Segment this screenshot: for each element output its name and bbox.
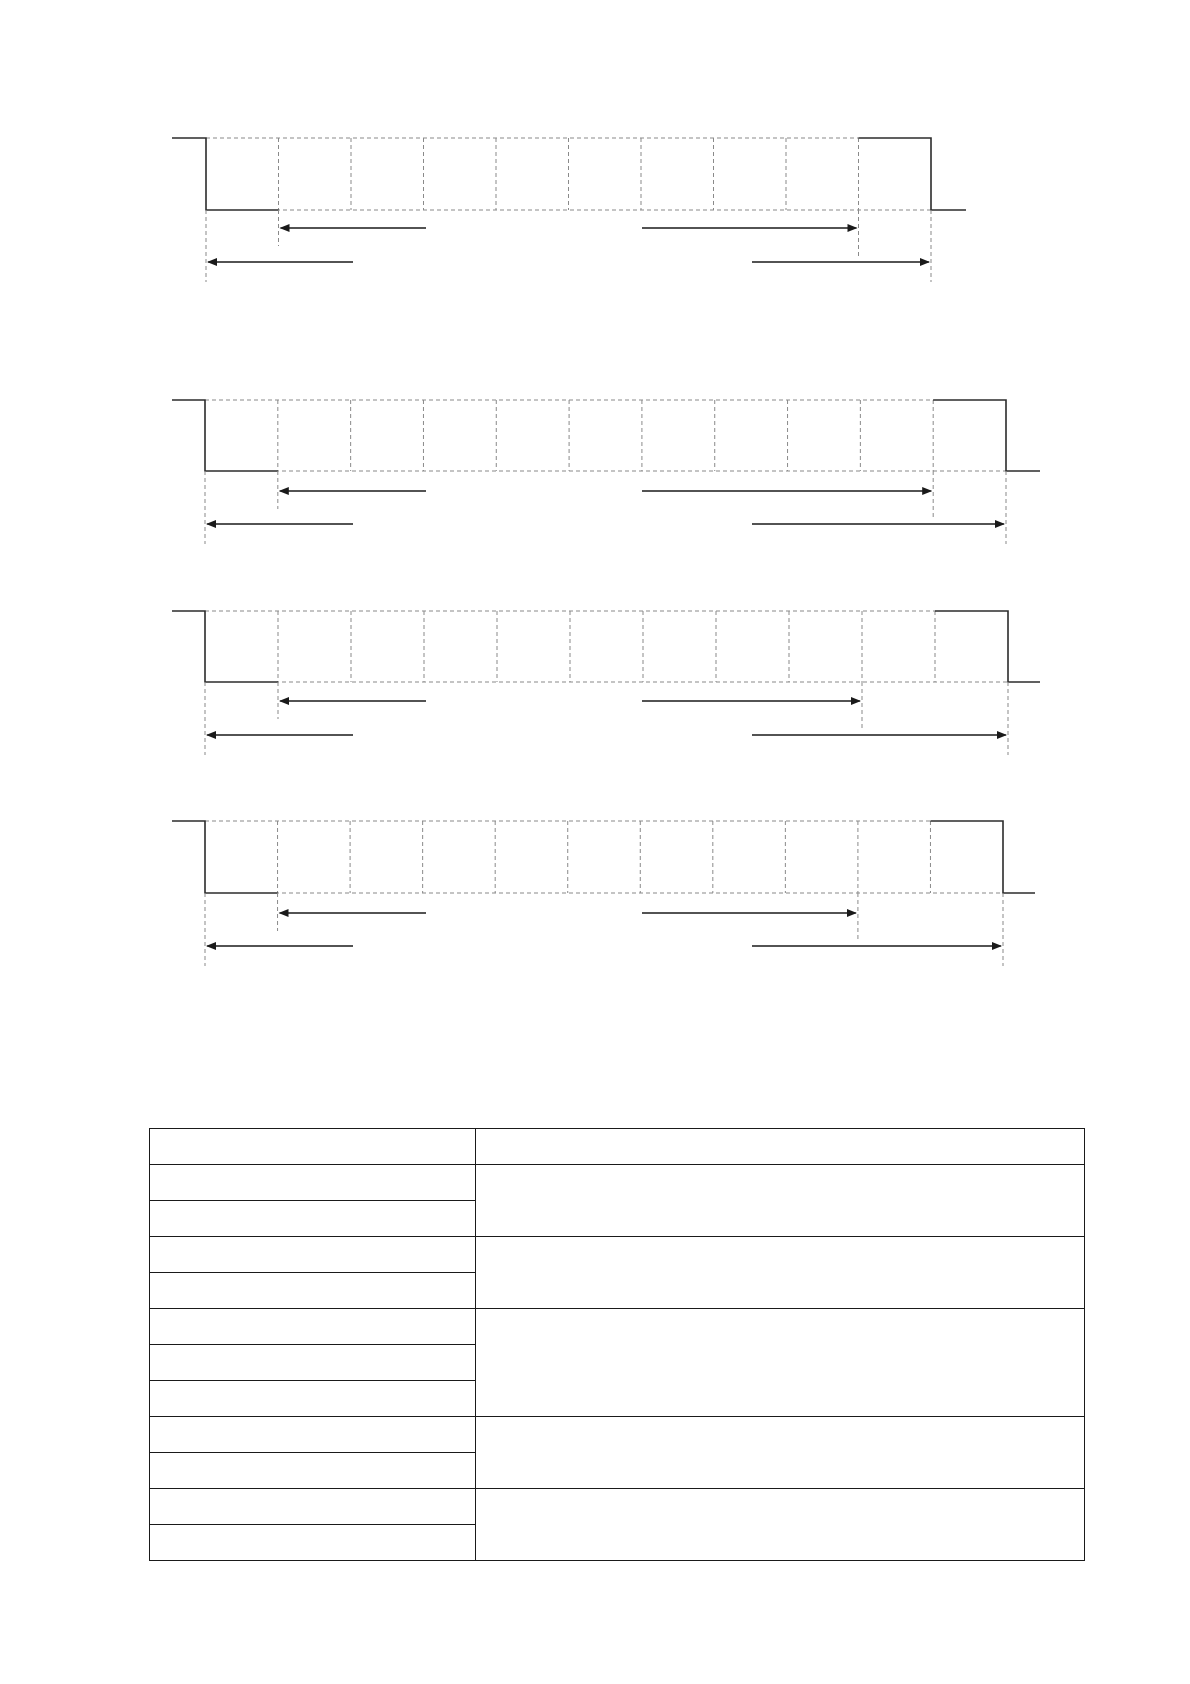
- waveform-stop: [933, 400, 1040, 471]
- table-cell-key: [150, 1309, 476, 1345]
- waveform-start: [172, 821, 278, 893]
- table-cell-key: [150, 1345, 476, 1381]
- spec-table-body: [150, 1129, 1085, 1561]
- table-cell-key: [150, 1417, 476, 1453]
- table-row: [150, 1417, 1085, 1453]
- table-row: [150, 1489, 1085, 1525]
- table-cell-value: [476, 1489, 1085, 1561]
- table-header-row: [150, 1129, 1085, 1165]
- waveform-stop: [859, 138, 967, 210]
- spec-table: [149, 1128, 1085, 1561]
- table-cell-key: [150, 1201, 476, 1237]
- table-cell-key: [150, 1381, 476, 1417]
- table-header-cell: [476, 1129, 1085, 1165]
- waveform-stop: [935, 611, 1040, 682]
- table-row: [150, 1237, 1085, 1273]
- table-row: [150, 1165, 1085, 1201]
- table-cell-key: [150, 1525, 476, 1561]
- table-cell-value: [476, 1237, 1085, 1309]
- table-cell-key: [150, 1489, 476, 1525]
- waveform-start: [172, 138, 279, 210]
- waveform-start: [172, 611, 278, 682]
- table-row: [150, 1309, 1085, 1345]
- table-cell-key: [150, 1453, 476, 1489]
- table-cell-key: [150, 1165, 476, 1201]
- table-cell-key: [150, 1273, 476, 1309]
- table-cell-value: [476, 1417, 1085, 1489]
- waveform-start: [172, 400, 278, 471]
- table-cell-value: [476, 1309, 1085, 1417]
- waveform-stop: [930, 821, 1035, 893]
- table-cell-key: [150, 1237, 476, 1273]
- table-cell-value: [476, 1165, 1085, 1237]
- table-header-cell: [150, 1129, 476, 1165]
